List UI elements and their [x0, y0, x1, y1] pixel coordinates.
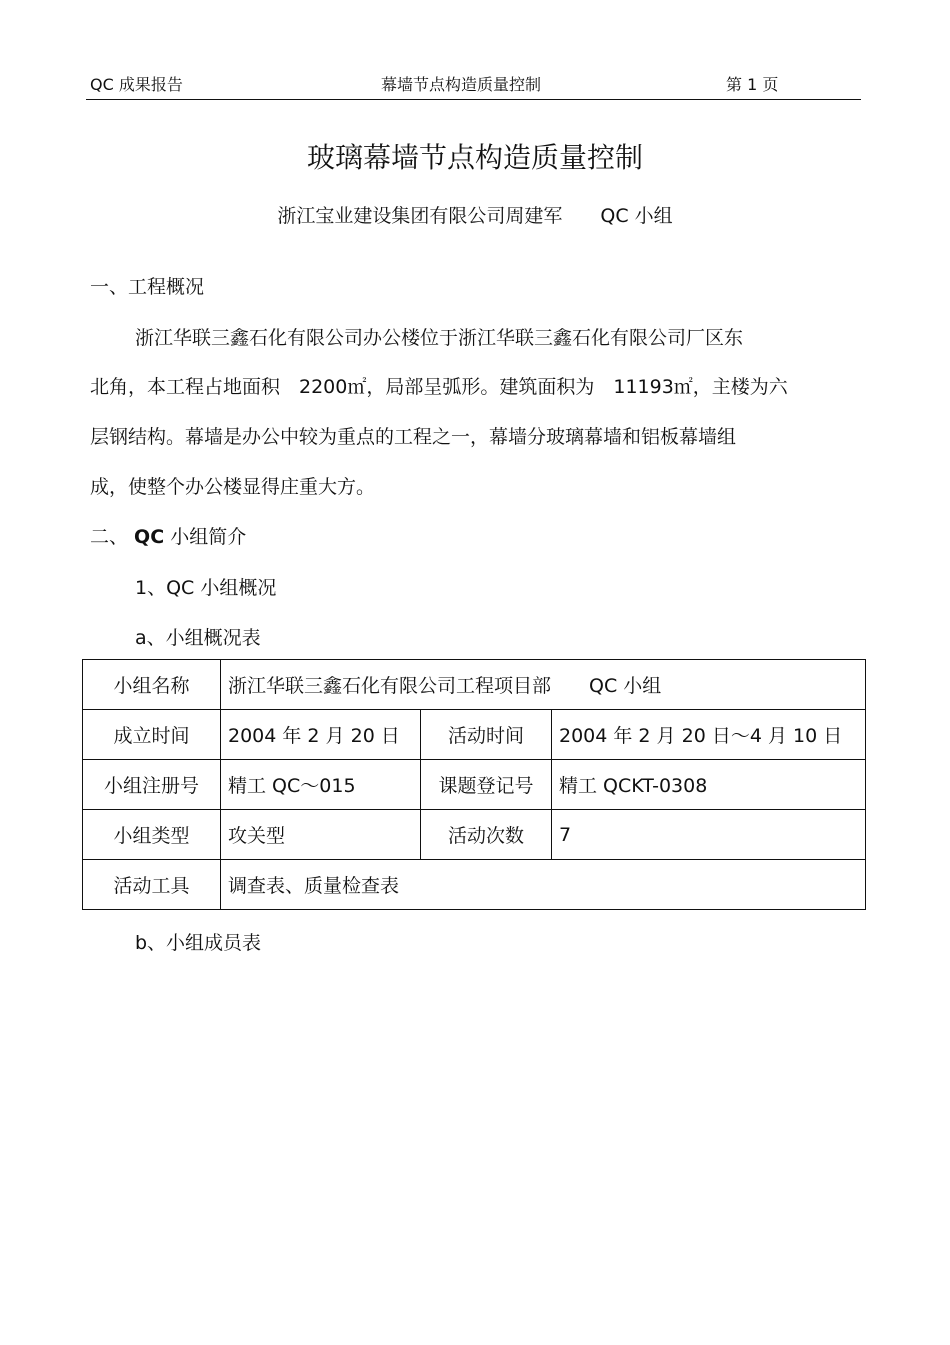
- section-1-line-4: 成，使整个办公楼显得庄重大方。: [90, 476, 376, 498]
- registration-no-value: 精工 QC～015: [221, 760, 421, 810]
- activity-count-value: 7: [552, 810, 866, 860]
- group-overview-table: [82, 659, 866, 910]
- activity-tools-value: 调查表、质量检查表: [221, 860, 866, 910]
- group-type-value: 攻关型: [221, 810, 421, 860]
- section-1-line-3: 层钢结构。幕墙是办公中较为重点的工程之一，幕墙分玻璃幕墙和铝板幕墙组: [90, 426, 737, 448]
- activity-tools-label: 活动工具: [83, 860, 221, 910]
- table-row: [83, 760, 866, 810]
- founded-date-label: 成立时间: [83, 710, 221, 760]
- section-1-heading: 一、工程概况: [90, 276, 205, 298]
- document-subtitle: [0, 201, 950, 228]
- founded-date-value: 2004 年 2 月 20 日: [221, 710, 421, 760]
- activity-period-label: 活动时间: [421, 710, 552, 760]
- activity-count-label: 活动次数: [421, 810, 552, 860]
- section-2-heading-suffix: 小组简介: [164, 526, 247, 548]
- table-a-caption: a、小组概况表: [135, 627, 261, 649]
- subtitle-org: 浙江宝业建设集团有限公司周建军: [277, 205, 563, 227]
- registration-no-label: 小组注册号: [83, 760, 221, 810]
- table-row: [83, 710, 866, 760]
- subsection-1-heading: 1、QC 小组概况: [135, 577, 277, 599]
- section-1-line-2: 北角，本工程占地面积 2200㎡，局部呈弧形。建筑面积为 11193㎡，主楼为六: [90, 376, 788, 398]
- subtitle-group: QC 小组: [600, 205, 673, 227]
- group-name-label: 小组名称: [83, 660, 221, 710]
- group-name-value: 浙江华联三鑫石化有限公司工程项目部 QC 小组: [221, 660, 866, 710]
- table-row: [83, 860, 866, 910]
- document-title: 玻璃幕墙节点构造质量控制: [306, 141, 643, 174]
- header-left: QC 成果报告: [90, 75, 183, 94]
- topic-no-label: 课题登记号: [421, 760, 552, 810]
- header-divider: [86, 99, 861, 100]
- section-2-heading: [90, 522, 246, 549]
- topic-no-value: 精工 QCKT-0308: [552, 760, 866, 810]
- header-center: 幕墙节点构造质量控制: [381, 75, 542, 94]
- table-b-caption: b、小组成员表: [135, 932, 262, 954]
- section-1-line-1: 浙江华联三鑫石化有限公司办公楼位于浙江华联三鑫石化有限公司厂区东: [135, 327, 744, 349]
- section-2-heading-qc: QC: [134, 526, 165, 548]
- table-row: [83, 810, 866, 860]
- table-row: [83, 660, 866, 710]
- header-page-number: 第 1 页: [726, 75, 779, 94]
- group-type-label: 小组类型: [83, 810, 221, 860]
- section-2-heading-prefix: 二、: [90, 526, 135, 548]
- activity-period-value: 2004 年 2 月 20 日～4 月 10 日: [552, 710, 866, 760]
